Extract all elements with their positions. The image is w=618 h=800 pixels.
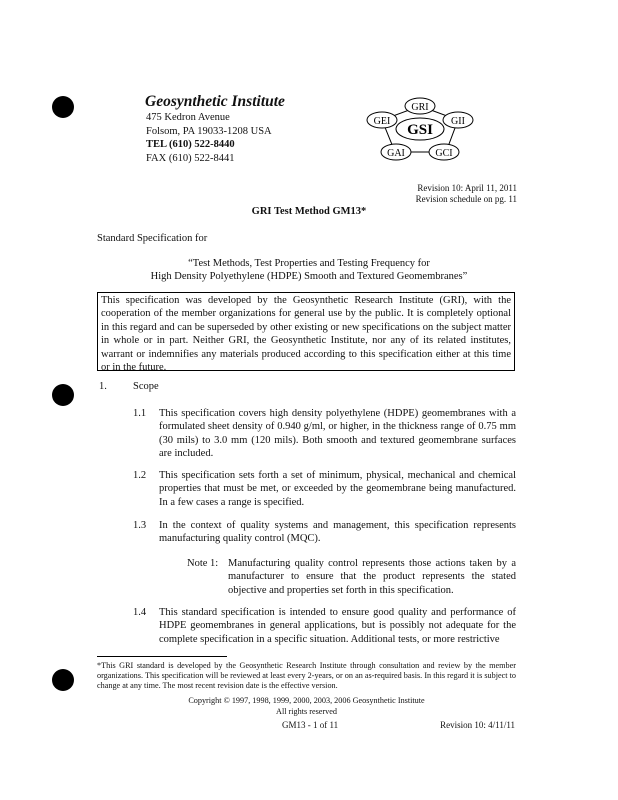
revision-line1: Revision 10: April 11, 2011 [417, 183, 517, 193]
logo-right-text: GII [451, 116, 465, 127]
telephone: TEL (610) 522-8440 [146, 139, 235, 150]
fax: FAX (610) 522-8441 [146, 152, 235, 164]
binder-hole-top [52, 96, 74, 118]
footnote-text: *This GRI standard is developed by the Geosynthetic Research Institute through consultation and review by the member organizations. This specification will be reviewed at least every 2-years, or on an as-required basis. In this regard it is subject to change at any time. The most recent revision date is the effective version. [97, 661, 516, 690]
footer-revision: Revision 10: 4/11/11 [440, 720, 515, 730]
logo-bottom-left-text: GAI [387, 148, 405, 159]
item-text-1-3: In the context of quality systems and management, this specification represents manufacturing quality control (MQC). [159, 520, 516, 545]
address-line1: 475 Kedron Avenue [146, 112, 230, 123]
item-text-1-4: This standard specification is intended to ensure good quality and performance of HDPE geomembranes in general applications, but is possibly not adequate for the complete specification in a specific situation. Additional tests, or more restrictive [159, 607, 516, 645]
intro-text: Standard Specification for [97, 233, 208, 244]
footnote-rule [97, 656, 227, 657]
subtitle-line2: High Density Polyethylene (HDPE) Smooth and Textured Geomembranes” [150, 271, 468, 283]
address-block [146, 111, 272, 165]
item-number-1-2: 1.2 [133, 470, 147, 481]
subtitle-line1: “Test Methods, Test Properties and Testing Frequency for [188, 258, 430, 269]
address-line2: Folsom, PA 19033-1208 USA [146, 125, 272, 137]
logo-top-text: GRI [411, 102, 429, 113]
logo-center-text: GSI [407, 122, 433, 138]
institute-name: Geosynthetic Institute [145, 93, 285, 110]
section-title: Scope [133, 381, 159, 392]
rights-line: All rights reserved [276, 707, 337, 716]
binder-hole-bottom [52, 669, 74, 691]
gsi-logo [360, 94, 490, 164]
note-text: Manufacturing quality control represents those actions taken by a manufacturer to ensure that the product represents the stated objective and properties set forth in this specification. [228, 558, 516, 596]
binder-hole-middle [52, 384, 74, 406]
revision-line2: Revision schedule on pg. 11 [415, 194, 517, 204]
item-number-1-3: 1.3 [133, 520, 147, 531]
disclaimer-box: This specification was developed by the Geosynthetic Research Institute (GRI), with the cooperation of the member organizations for general use by the public. It is completely optional in this regard and can be superseded by other existing or new specifications on the subject matter in whole or in part. Neither GRI, the Geosynthetic Institute, nor any of its related institutes, warrant or indemnifies any materials produced according to this specification either at this time or in the future. [97, 292, 515, 371]
item-number-1-1: 1.1 [133, 408, 147, 419]
logo-left-text: GEI [373, 116, 391, 127]
page-number: GM13 - 1 of 11 [282, 720, 339, 730]
section-number: 1. [99, 381, 107, 392]
item-text-1-2: This specification sets forth a set of minimum, physical, mechanical and chemical properties that must be met, or exceeded by the geomembrane being manufactured. In a few cases a range is specified. [159, 470, 516, 508]
item-text-1-1: This specification covers high density polyethylene (HDPE) geomembranes with a formulated sheet density of 0.940 g/ml, or higher, in the thickness range of 0.75 mm (30 mils) to 3.0 mm (120 mils). Both smooth and textured geomembrane surfaces are included. [159, 408, 516, 460]
revision-block [416, 183, 517, 205]
copyright-line: Copyright © 1997, 1998, 1999, 2000, 2003, 2006 Geosynthetic Institute [188, 696, 425, 705]
note-label: Note 1: [187, 558, 219, 569]
document-subtitle [100, 257, 518, 284]
item-number-1-4: 1.4 [133, 607, 147, 618]
logo-bottom-right-text: GCI [435, 148, 453, 159]
document-title: GRI Test Method GM13* [251, 206, 367, 217]
